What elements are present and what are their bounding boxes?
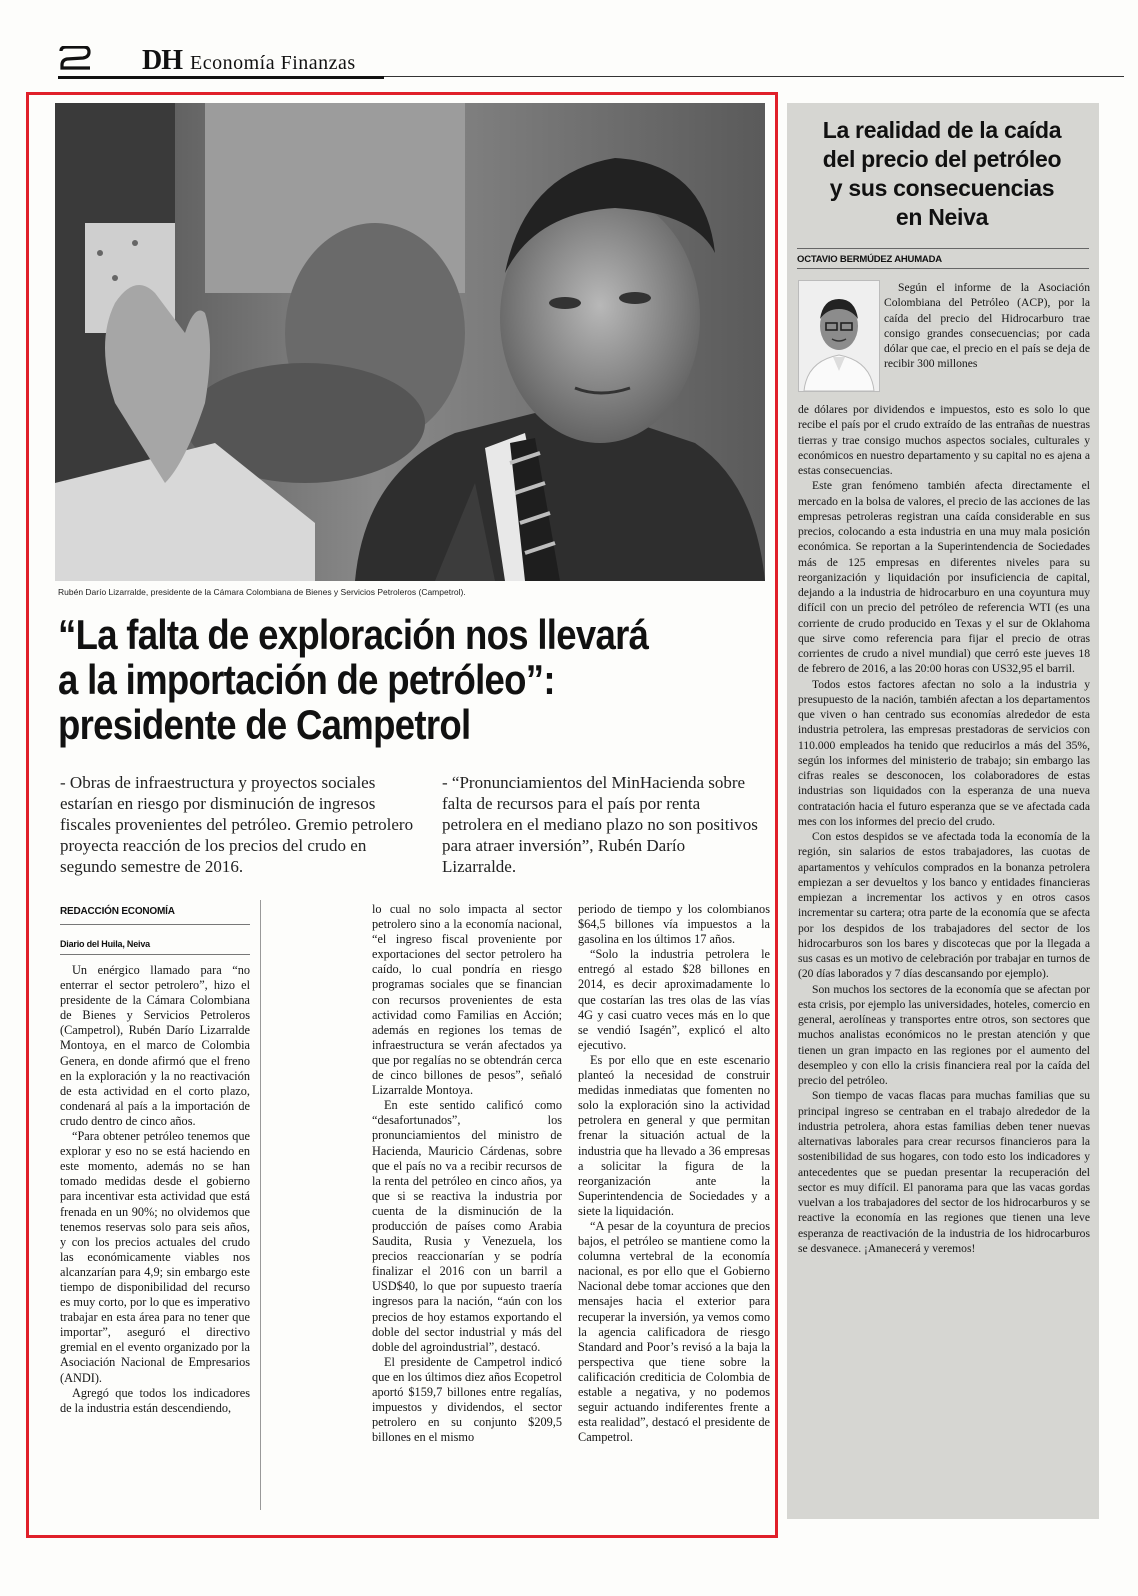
sidebar-paragraph: Según el informe de la Asociación Colombiana del Petróleo (ACP), por la caída del precio del Hidrocarburo trae consigo grandes consecuencias; por cada dólar que cae, el precio en el país se deja de recibir 300 millones [884,281,1090,371]
article-paragraph: El presidente de Campetrol indicó que en los últimos diez años Ecopetrol aportó $159,7 billones entre regalías, impuestos y dividendos, el sector petrolero en su conjunto $209,5 billones en el mismo [372,1354,562,1445]
brand-logo: DH [142,45,182,76]
deck-right: - “Pronunciamientos del MinHacienda sobre falta de recursos para el país por renta petrolera en el mediano plazo no son positivos para atraer inversión”, Rubén Darío Lizarralde. [442,773,758,876]
page-number-glyph [58,46,92,70]
sidebar-paragraph: Con estos despidos se ve afectada toda la economía de la región, sin salarios de estos trabajadores, las cuotas de apartamentos y vehículos comprados en la bonanza petrolera empiezan a ser devueltos y los banco y entidades financieras empiezan a incrementar los activos y en otros casos incrementar su cartera; otra parte de la economía que se afecta por los despidos de los trabajadores del sector de los hidrocarburos son los bares y discotecas que por la llegada a sus casas es un motivo de celebración por trabajar en turnos de (20 días laborados y 7 días descansando por ejemplo). [798,830,1090,981]
section-title: Economía Finanzas [190,52,356,74]
article-paragraph: Agregó que todos los indicadores de la industria están descendiendo, [60,1385,250,1415]
sidebar-body [798,402,1090,1256]
article-paragraph: “Solo la industria petrolera le entregó al estado $28 billones en 2014, es decir aproximadamente lo que costarían las tres olas de las vías 4G y casi cuatro veces más en lo que se vendió Isagén”, explicó el alto ejecutivo. [578,947,770,1052]
page-number [58,46,98,74]
article-photo [55,103,765,581]
author-portrait [798,280,880,392]
source-rule [60,954,250,955]
article-paragraph: “A pesar de la coyuntura de precios bajos, el petróleo se mantiene como la columna vertebral de la economía nacional, es por ello que el Gobierno Nacional debe tomar acciones que den mensajes hacia el exterior para recuperar la inversión, ya vemos como la agencia calificadora de riesgo Standard and Poor’s revisó a la baja la perspectiva que tiene sobre la calificación crediticia de Colombia de estable a negativa, y no podemos seguir actuando indiferentes frente a esta realidad”, destacó el presidente de Campetrol. [578,1218,770,1445]
author-rule-bottom [797,268,1089,269]
author-rule-top [797,248,1089,249]
article-byline: REDACCIÓN ECONOMÍA [60,906,175,917]
photo-caption: Rubén Darío Lizarralde, presidente de la Cámara Colombiana de Bienes y Servicios Petroleros (Campetrol). [58,587,466,597]
sidebar-intro-text [884,280,1090,372]
article-paragraph: En este sentido calificó como “desafortunados”, los pronunciamientos del ministro de Hacienda, Mauricio Cárdenas, sobre que el país no va a recibir recursos de la renta del petróleo en cinco años, ya que si se reactiva la industria por cuenta de la disminución de la producción de países como Arabia Saudita, Rusia y Venezuela, los precios reaccionarían y se podría finalizar el 2016 con un barril a USD$40, lo que por supuesto traería ingresos para la nación, “aún con los precios de hoy estamos exportando el doble del sector industrial y más del doble del agroindustrial”, destacó. [372,1098,562,1354]
article-source: Diario del Huila, Neiva [60,939,150,949]
sidebar-paragraph: Son tiempo de vacas flacas para muchas familias que su principal ingreso se centraban en el trabajo alrededor de la industria petrolera, ahora estas familias deben tener nuevas alternativas laborales para crear recursos financieros para la sostenibilidad de sus hogares, con todo esto los indicadores y antecedentes que se puedan presentar la recuperación del sector es muy difícil. El panorama para que las vacas gordas vuelvan a los trabajadores del sector de los hidrocarburos y se reactive la economía en las regiones que tienen una leve esperanza de reactivación de la industria de los hidrocarburos se desvanece. ¡Amanecerá y veremos! [798,1089,1090,1255]
article-column-1 [60,963,250,1416]
sidebar-paragraph: Son muchos los sectores de la economía que se afectan por esta crisis, por ejemplo las universidades, hoteles, comercio en general, aerolíneas y transportes entre otros, son sectores que muchos analistas económicos no le prestan atención y que tienen un gran impacto en las regiones por el aumento del desempleo y con ello la crisis financiera real por la caída del precio del petróleo. [798,982,1090,1087]
sidebar-author: OCTAVIO BERMÚDEZ AHUMADA [797,254,942,265]
byline-rule [60,924,250,925]
sidebar-title [792,116,1092,232]
sidebar-title-line-1: La realidad de la caída [822,117,1062,143]
article-paragraph: “Para obtener petróleo tenemos que explorar y eso no se está haciendo en este momento, además no se han tomado medidas desde el gobierno para incentivar esta actividad que está frenada en un 90%; no olvidemos que tenemos reservas solo para seis años, y con los precios actuales del crudo las económicamente viables nos alcanzarían para 4,9; sin embargo este tiempo de disponibilidad del recurso es muy corto, por lo que es imperativo trabajar en esta área para no tener que importar”, aseguró el directivo gremial en el evento organizado por la Asociación Nacional de Empresarios (ANDI). [60,1129,250,1385]
headline-line-3: presidente de Campetrol [58,701,471,748]
sidebar-title-line-3: y sus consecuencias [829,175,1055,201]
article-paragraph: lo cual no solo impacta al sector petrolero sino a la economía nacional, “el ingreso fiscal proveniente por exportaciones del sector petrolero ha caído, lo cual pondría en riesgo programas sociales que se financian con recursos provenientes de esta actividad como Familias en Acción; además en regiones los temas de infraestructura se verán afectados ya que por regalías no se obtendrán cerca de cinco billones de pesos”, señaló Lizarralde Montoya. [372,902,562,1098]
article-paragraph: Es por ello que en este escenario planteó la necesidad de construir medidas inmediatas que fomenten no solo la exploración sino la actividad petrolera en general y que permitan frenar la situación actual de la industria que ha llevado a 36 empresas a solicitar la figura de la reorganización ante la Superintendencia de Sociedades y a siete la liquidación. [578,1052,770,1218]
header-rule [58,76,384,79]
sidebar-paragraph: de dólares por dividendos e impuestos, esto es solo lo que recibe el país por el crudo extraído de las entrañas de nuestras tierras y trae consigo muchos aspectos sociales, culturales y económicos en nuestro departamento y su capital no es ajena a estas consecuencias. [798,403,1090,477]
sidebar-title-line-4: en Neiva [895,204,989,230]
sidebar-paragraph: Todos estos factores afectan no solo a la industria y presupuesto de la nación, también afectan a los departamentos que viven o han centrado sus economías alrededor de esta industria petrolera, las empresas prestadoras de servicios con 110.000 empleados ha tenido que reducirlos a más del 35%, según los informes del ministerio de trabajo; sin embargo las cifras reales se desconocen, los colaboradores de estas industrias son liquidados con la esperanza de una nueva contratación hacia el futuro esperanza que se ve afectada cada mes con los informes del precio del crudo. [798,677,1090,828]
sidebar-paragraph: Este gran fenómeno también afecta directamente el mercado en la bolsa de valores, el precio de las acciones de las empresas petroleras registran una caída considerable en sus precios, colocando a esta industria en una muy mala posición económica. Se reportan a la Superintendencia de Sociedades más de 125 empresas en diferentes niveles para su reorganización y liquidación por insuficiencia de capital, dejando a la industria de hidrocarburo en una coyuntura muy difícil con un precio del petróleo de referencia WTI (es una corriente de crudo producido en Texas y el sur de Oklahoma que sirve como referencia para fijar el precio de otras corrientes de crudo a nivel mundial) que cerró este jueves 18 de febrero de 2016, a las 20:00 horas con US32,95 el barril. [798,479,1090,676]
portrait-illustration [799,281,879,391]
headline [58,612,676,747]
headline-line-2: a la importación de petróleo”: [58,656,555,703]
article-column-2 [372,902,562,1445]
sidebar-title-line-2: del precio del petróleo [822,146,1062,172]
article-paragraph: Un enérgico llamado para “no enterrar el sector petrolero”, hizo el presidente de la Cámara Colombiana de Bienes y Servicios Petroleros (Campetrol), Rubén Darío Lizarralde Montoya, en el marco de Colombia Genera, en donde afirmó que el freno en la exploración y la no reactivación de esta actividad en el corto plazo, condenará al país a la importación de crudo dentro de cinco años. [60,963,250,1128]
deck-left: - Obras de infraestructura y proyectos sociales estarían en riesgo por disminución de ingresos fiscales provenientes del petróleo. Gremio petrolero proyecta reacción de los precios del crudo en segundo semestre de 2016. [60,773,414,876]
article-column-3 [578,902,770,1445]
header-thin-rule [384,76,1124,77]
photo-illustration [55,103,765,581]
headline-line-1: “La falta de exploración nos llevará [58,611,649,658]
column-divider [260,900,261,1510]
article-paragraph: periodo de tiempo y los colombianos $64,5 billones vía impuestos a la gasolina en los últimos 17 años. [578,902,770,947]
